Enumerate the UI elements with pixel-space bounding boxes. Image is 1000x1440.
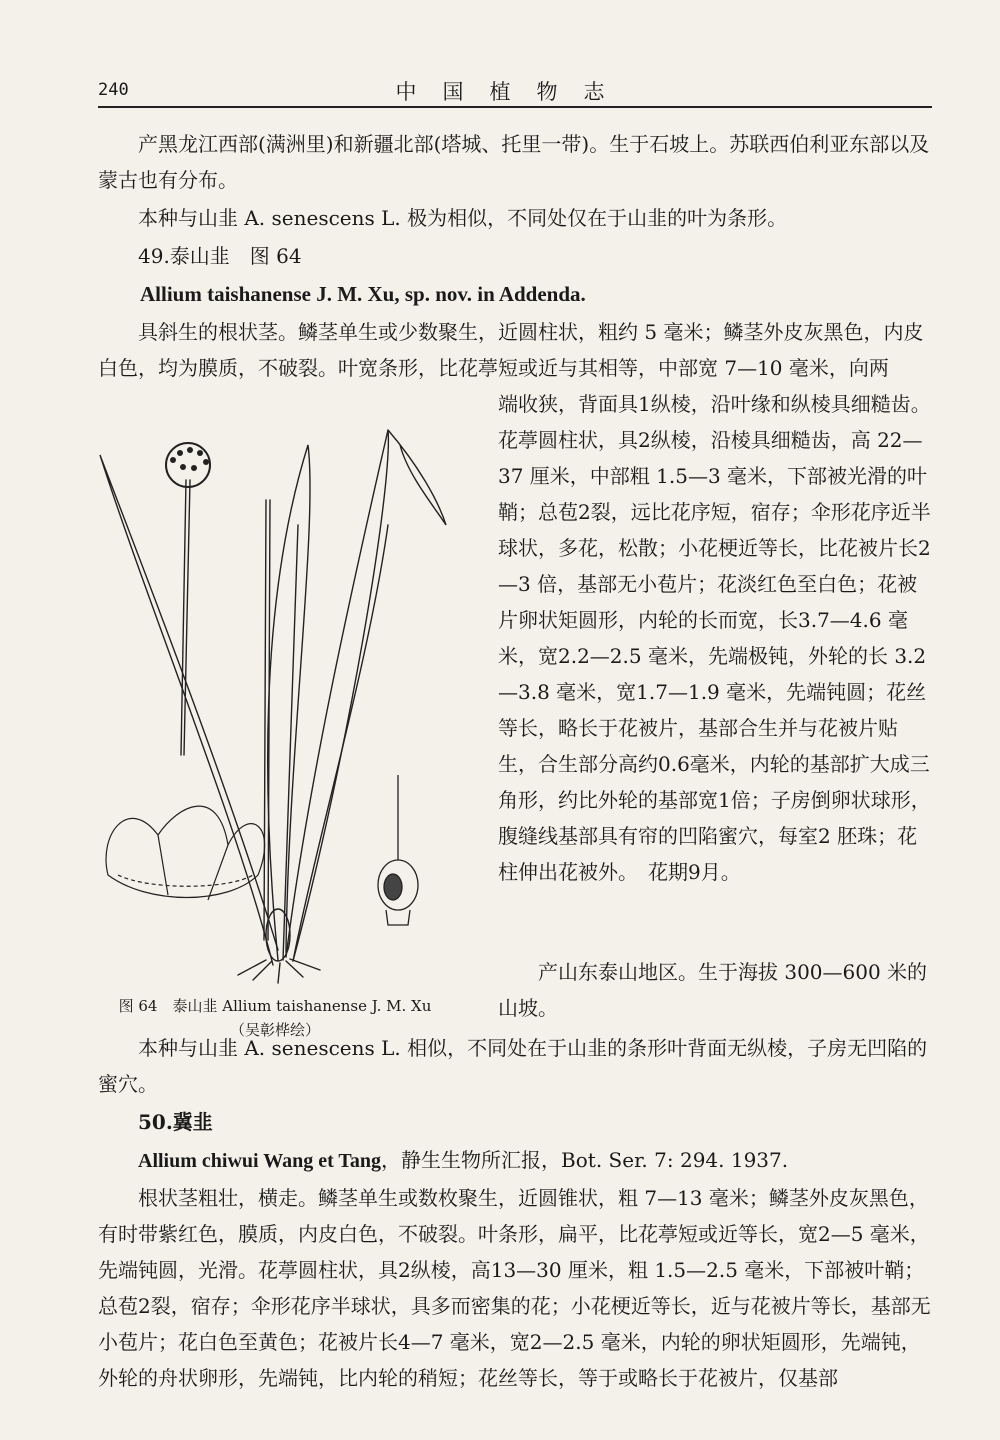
species-50-citation: ，静生生物所汇报，Bot. Ser. 7: 294. 1937.	[381, 1148, 789, 1172]
figure-64-illustration	[88, 405, 448, 985]
species-50-description: 根状茎粗壮，横走。鳞茎单生或数枚聚生，近圆锥状，粗 7—13 毫米；鳞茎外皮灰黑色，有时带紫红色，膜质，内皮白色，不破裂。叶条形，扁平，比花葶短或近等长，宽2—5 毫米，先端钝圆，光滑。花葶圆柱状，具2纵棱，高13—30 厘米，粗 1.5—2.5 毫米，下部被叶鞘；总苞2裂，宿存；伞形花序半球状，具多而密集的花；小花梗近等长，近与花被片等长，基部无小苞片；花白色至黄色；花被片长4—7 毫米，宽2—2.5 毫米，内轮的卵状矩圆形，先端钝，外轮的舟状卵形，先端钝，比内轮的稍短；花丝等长，等于或略长于花被片，仅基部	[98, 1186, 931, 1390]
header-rule	[98, 106, 932, 108]
running-header	[60, 70, 940, 110]
species-49-description-top: 具斜生的根状茎。鳞茎单生或少数聚生，近圆柱状，粗约 5 毫米；鳞茎外皮灰黑色，内皮白色，均为膜质，不破裂。叶宽条形，比花葶短或近与其相等，中部宽 7—10 毫米，向两	[98, 320, 924, 380]
allium-taishanense-drawing	[88, 405, 448, 985]
species-50-scientific-name: Allium chiwui Wang et Tang	[138, 1150, 382, 1172]
caption-line-2: （吴彰桦绘）	[229, 1021, 320, 1039]
species-49-scientific-name: Allium taishanense J. M. Xu, sp. nov. in Addenda.	[140, 282, 586, 306]
species-50-citation-line	[98, 1142, 934, 1179]
species-49-distribution: 产山东泰山地区。生于海拔 300—600 米的山坡。	[498, 960, 928, 1020]
journal-title: 中国植物志	[395, 80, 631, 104]
species-49-description-right: 端收狭，背面具1纵棱，沿叶缘和纵棱具细糙齿。花葶圆柱状，具2纵棱，沿棱具细糙齿，高 22—37 厘米，中部粗 1.5—3 毫米，下部被光滑的叶鞘；总苞2裂，远比花序短，宿存；伞形花序近半球状，多花，松散；小花梗近等长，比花被片长2—3 倍，基部无小苞片；花淡红色至白色；花被片卵状矩圆形，内轮的长而宽，长3.7—4.6 毫米，宽2.2—2.5 毫米，先端极钝，外轮的长 3.2—3.8 毫米，宽1.7—1.9 毫米，先端钝圆；花丝等长，略长于花被片，基部合生并与花被片贴生，合生部分高约0.6毫米，内轮的基部扩大成三角形，约比外轮的基部宽1倍；子房倒卵状球形，腹缝线基部具有帘的凹陷蜜穴，每室2 胚珠；花柱伸出花被外。 花期9月。	[498, 392, 931, 884]
species-49-heading: 49.泰山韭 图 64	[138, 244, 302, 268]
distribution-paragraph: 产黑龙江西部(满洲里)和新疆北部(塔城、托里一带)。生于石坡上。苏联西伯利亚东部以及蒙古也有分布。	[98, 132, 930, 192]
caption-line-1: 图 64 泰山韭 Allium taishanense J. M. Xu	[118, 997, 432, 1015]
species-49-note: 本种与山韭 A. senescens L. 相似，不同处在于山韭的条形叶背面无纵棱，子房无凹陷的蜜穴。	[98, 1036, 928, 1096]
species-50-heading: 50.冀韭	[138, 1110, 213, 1134]
page-number: 240	[98, 80, 129, 100]
comparison-paragraph: 本种与山韭 A. senescens L. 极为相似，不同处仅在于山韭的叶为条形。	[138, 206, 788, 230]
